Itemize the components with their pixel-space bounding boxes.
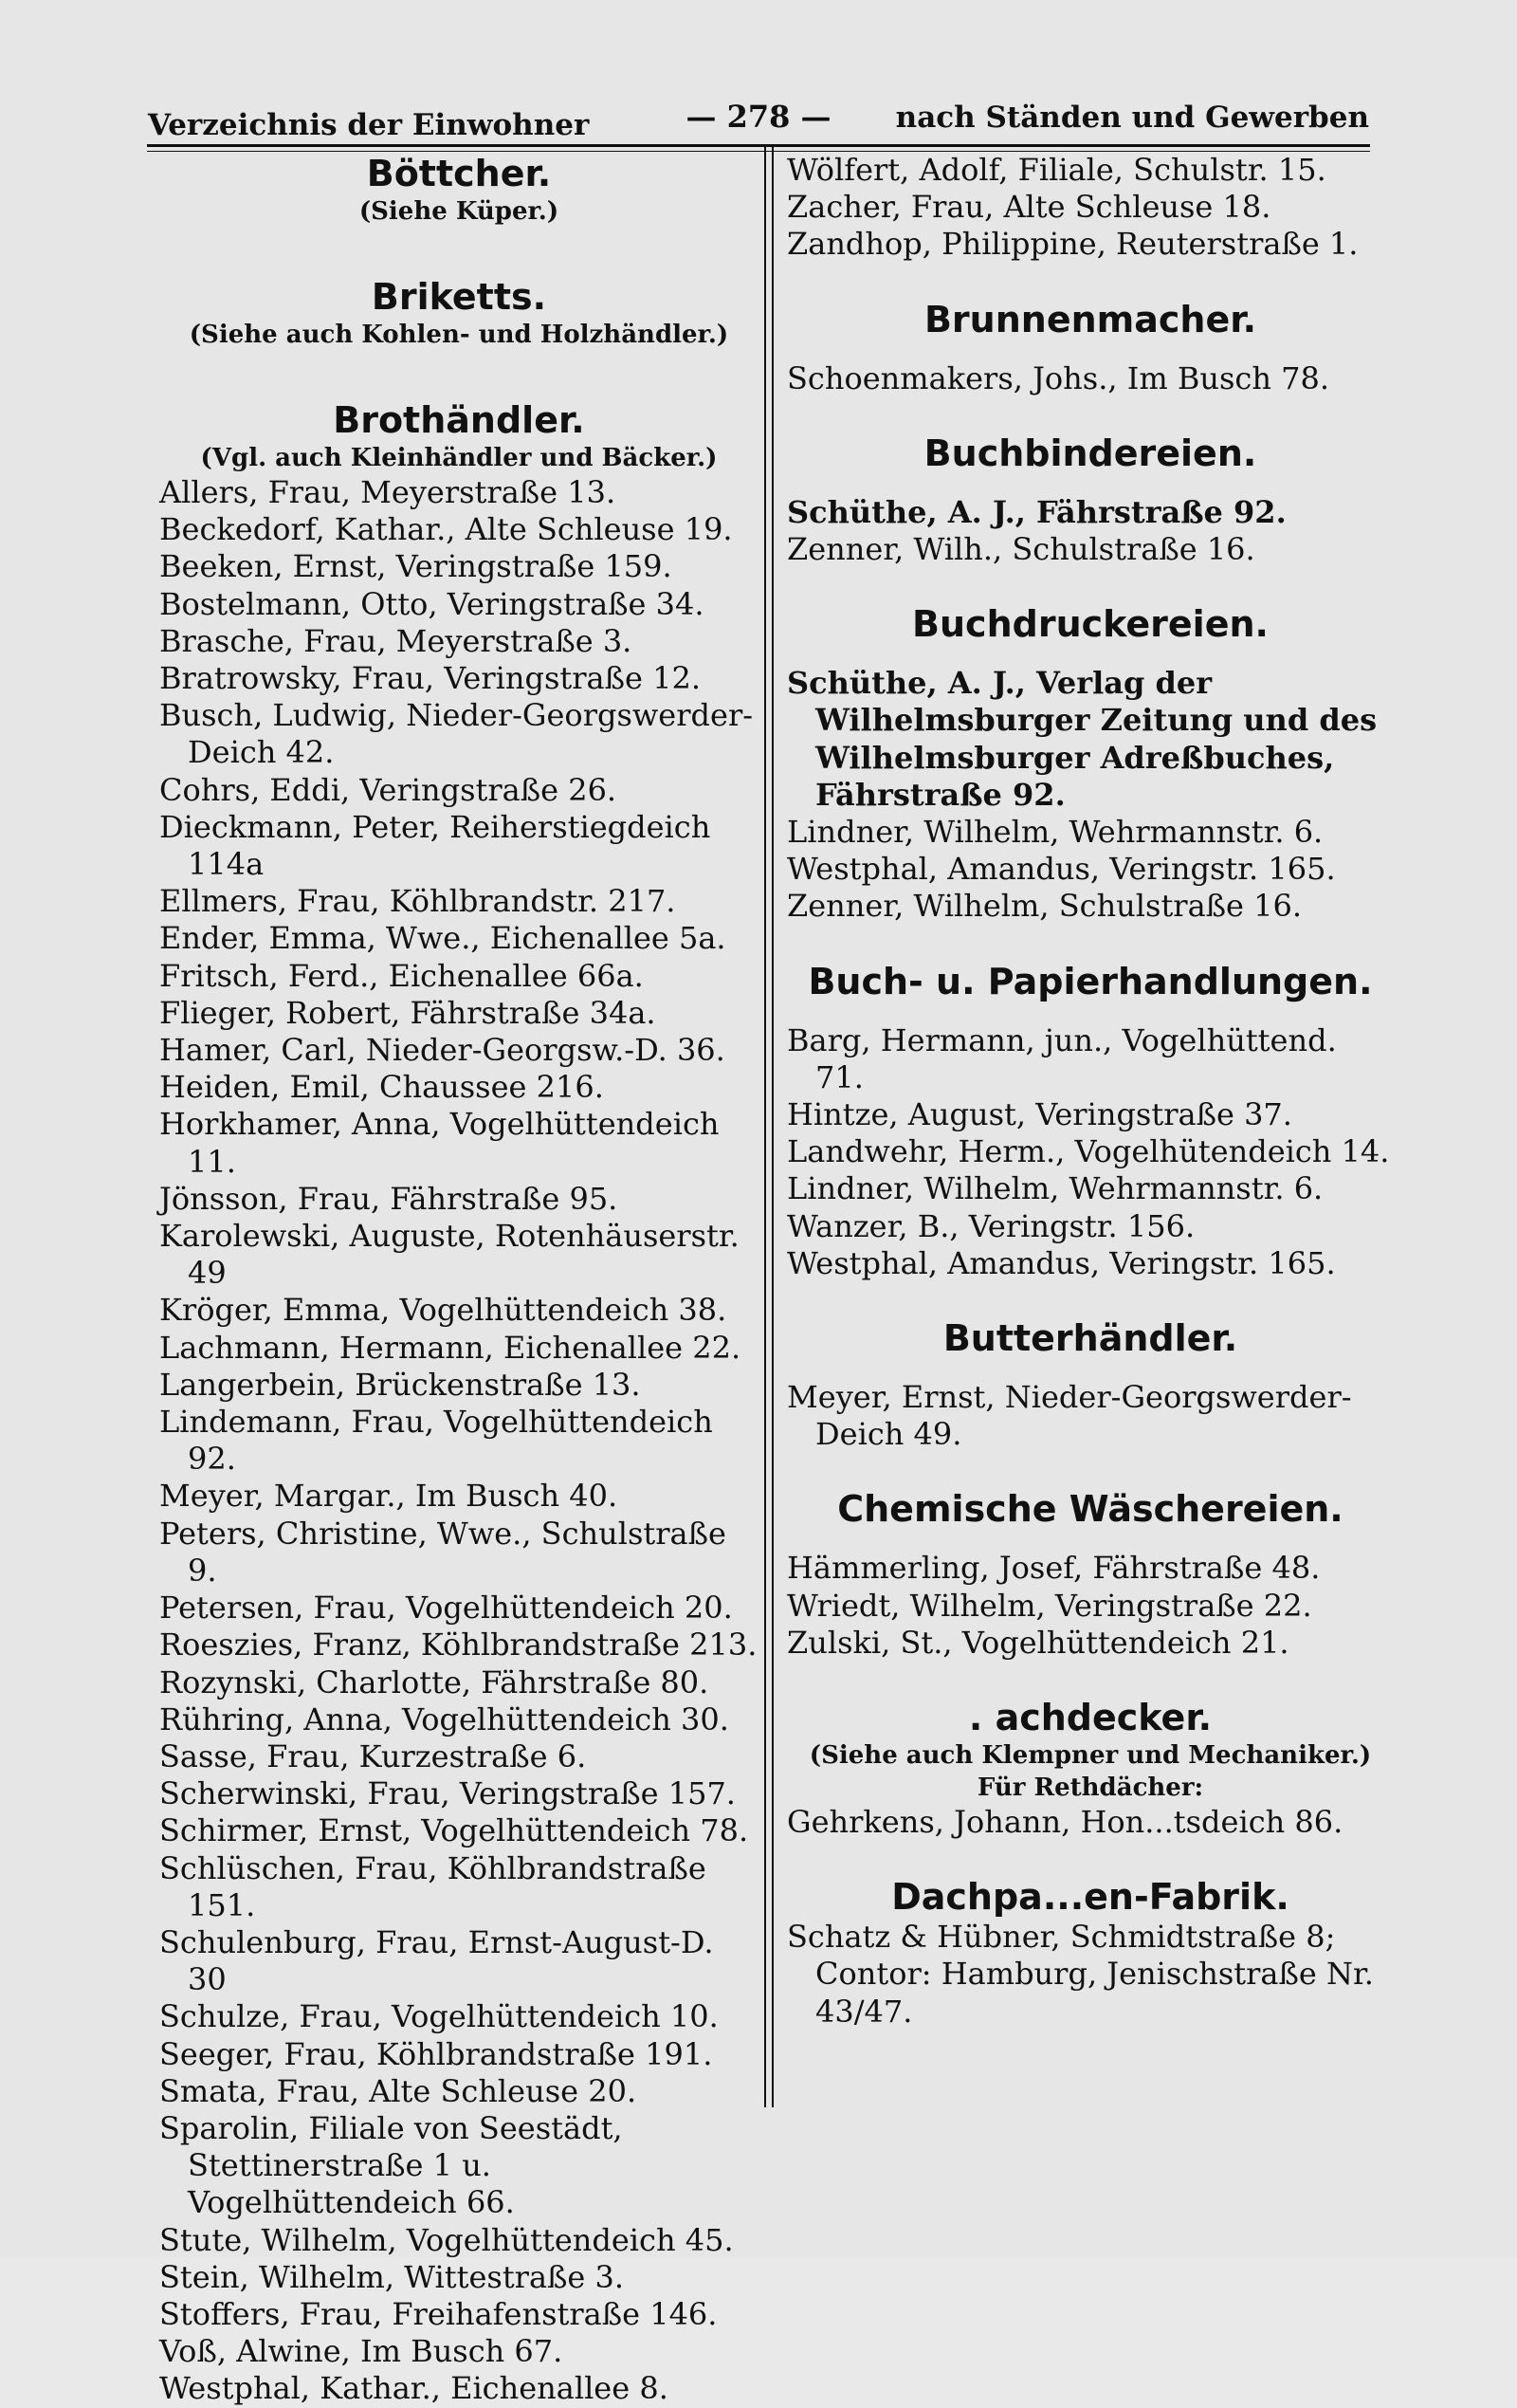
list-item: Schulze, Frau, Vogelhüttendeich 10. bbox=[159, 1998, 719, 2035]
list-item: Busch, Ludwig, Nieder-Georgswerder-Deich 42. bbox=[159, 697, 754, 771]
list-item: Stute, Wilhelm, Vogelhüttendeich 45. bbox=[159, 2221, 734, 2258]
list-item: Hintze, August, Veringstraße 37. bbox=[787, 1096, 1292, 1133]
section-title-brunnenmacher: Brunnenmacher. bbox=[923, 298, 1257, 340]
list-item: Lindemann, Frau, Vogelhüttendeich 92. bbox=[159, 1404, 713, 1478]
list-item: Zandhop, Philippine, Reuterstraße 1. bbox=[787, 226, 1359, 263]
list-item: Brasche, Frau, Meyerstraße 3. bbox=[159, 622, 632, 659]
list-item: Lindner, Wilhelm, Wehrmannstr. 6. bbox=[787, 814, 1324, 851]
section-title-dachpappen: Dachpa...en-Fabrik. bbox=[891, 1876, 1289, 1919]
list-item: Rühring, Anna, Vogelhüttendeich 30. bbox=[159, 1700, 729, 1737]
list-item: Hamer, Carl, Nieder-Georgsw.-D. 36. bbox=[159, 1032, 725, 1069]
list-item: Lindner, Wilhelm, Wehrmannstr. 6. bbox=[787, 1170, 1324, 1207]
list-item: Rozynski, Charlotte, Fährstraße 80. bbox=[159, 1664, 709, 1700]
section-title-dachdecker: . achdecker. bbox=[968, 1697, 1213, 1739]
list-item: Zenner, Wilhelm, Schulstraße 16. bbox=[787, 888, 1303, 925]
list-item: Seeger, Frau, Köhlbrandstraße 191. bbox=[159, 2035, 713, 2072]
list-item: Stoffers, Frau, Freihafenstraße 146. bbox=[159, 2295, 718, 2332]
list-item: Jönsson, Frau, Fährstraße 95. bbox=[159, 1180, 618, 1217]
list-item: Schirmer, Ernst, Vogelhüttendeich 78. bbox=[159, 1812, 749, 1849]
list-item: Allers, Frau, Meyerstraße 13. bbox=[159, 474, 616, 510]
list-item: Voß, Alwine, Im Busch 67. bbox=[159, 2333, 563, 2370]
list-item: Smata, Frau, Alte Schleuse 20. bbox=[159, 2072, 637, 2109]
section-title-brothaendler: Brothändler. bbox=[333, 399, 585, 441]
section-subnote-dachdecker: Für Rethdächer: bbox=[977, 1774, 1204, 1803]
section-note-dachdecker: (Siehe auch Klempner und Mechaniker.) bbox=[809, 1741, 1372, 1771]
list-item: Schoenmakers, Johs., Im Busch 78. bbox=[787, 359, 1330, 396]
list-item: Meyer, Ernst, Nieder-Georgswerder-Deich 49. bbox=[787, 1379, 1352, 1453]
list-item: Schatz & Hübner, Schmidtstraße 8; Contor: Hamburg, Jenischstraße Nr. 43/47. bbox=[787, 1919, 1374, 2030]
list-item: Roeszies, Franz, Köhlbrandstraße 213. bbox=[159, 1627, 758, 1664]
list-item: Bostelmann, Otto, Veringstraße 34. bbox=[159, 585, 704, 622]
section-title-boettcher: Böttcher. bbox=[366, 153, 552, 194]
entry-list-continued bbox=[787, 152, 1394, 264]
list-item: Wriedt, Wilhelm, Veringstraße 22. bbox=[787, 1587, 1312, 1624]
section-title-briketts: Briketts. bbox=[371, 276, 547, 318]
section-title-buchdruckereien: Buchdruckereien. bbox=[912, 603, 1269, 646]
list-item: Schüthe, A. J., Verlag der Wilhelmsburger Zeitung und des Wilhelmsburger Adreßbuches, Fährstraße 92. bbox=[787, 665, 1378, 813]
section-title-buch-papier: Buch- u. Papierhandlungen. bbox=[808, 960, 1373, 1002]
list-item: Beckedorf, Kathar., Alte Schleuse 19. bbox=[159, 511, 733, 548]
list-item: Zulski, St., Vogelhüttendeich 21. bbox=[787, 1624, 1289, 1661]
section-note-brothaendler: (Vgl. auch Kleinhändler und Bäcker.) bbox=[200, 444, 718, 472]
list-item: Heiden, Emil, Chaussee 216. bbox=[159, 1069, 604, 1106]
list-item: Zacher, Frau, Alte Schleuse 18. bbox=[787, 189, 1271, 226]
list-item: Gehrkens, Johann, Hon...tsdeich 86. bbox=[787, 1804, 1343, 1841]
entry-list-brothaendler bbox=[159, 474, 758, 2408]
section-title-chemische: Chemische Wäschereien. bbox=[837, 1488, 1343, 1531]
list-item: Peters, Christine, Wwe., Schulstraße 9. bbox=[159, 1515, 726, 1589]
header-right: nach Ständen und Gewerben bbox=[895, 101, 1369, 135]
list-item: Westphal, Kathar., Eichenallee 8. bbox=[159, 2370, 668, 2407]
list-item: Sasse, Frau, Kurzestraße 6. bbox=[159, 1737, 587, 1774]
list-item: Flieger, Robert, Fährstraße 34a. bbox=[159, 994, 656, 1031]
list-item: Scherwinski, Frau, Veringstraße 157. bbox=[159, 1775, 736, 1812]
list-item: Schüthe, A. J., Fährstraße 92. bbox=[787, 493, 1287, 530]
list-item: Lachmann, Hermann, Eichenallee 22. bbox=[159, 1329, 741, 1366]
list-item: Sparolin, Filiale von Seestädt, Stettinerstraße 1 u. Vogelhüttendeich 66. bbox=[159, 2109, 623, 2221]
list-item: Barg, Hermann, jun., Vogelhüttend. 71. bbox=[787, 1021, 1337, 1095]
section-title-buchbindereien: Buchbindereien. bbox=[923, 432, 1257, 474]
list-item: Ender, Emma, Wwe., Eichenallee 5a. bbox=[159, 920, 726, 957]
list-item: Beeken, Ernst, Veringstraße 159. bbox=[159, 548, 672, 585]
list-item: Stein, Wilhelm, Wittestraße 3. bbox=[159, 2258, 625, 2295]
list-item: Westphal, Amandus, Veringstr. 165. bbox=[787, 851, 1336, 888]
section-note-boettcher: (Siehe Küper.) bbox=[358, 197, 559, 226]
page-number: — 278 — bbox=[685, 99, 832, 135]
list-item: Ellmers, Frau, Köhlbrandstr. 217. bbox=[159, 883, 676, 920]
list-item: Meyer, Margar., Im Busch 40. bbox=[159, 1478, 618, 1515]
list-item: Westphal, Amandus, Veringstr. 165. bbox=[787, 1244, 1336, 1281]
list-item: Wanzer, B., Veringstr. 156. bbox=[787, 1207, 1196, 1244]
list-item: Petersen, Frau, Vogelhüttendeich 20. bbox=[159, 1590, 733, 1627]
section-title-butterhaendler: Butterhändler. bbox=[942, 1317, 1238, 1360]
list-item: Bratrowsky, Frau, Veringstraße 12. bbox=[159, 660, 701, 697]
list-item: Langerbein, Brückenstraße 13. bbox=[159, 1366, 641, 1403]
list-item: Schulenburg, Frau, Ernst-August-D. 30 bbox=[159, 1923, 714, 1998]
list-item: Fritsch, Ferd., Eichenallee 66a. bbox=[159, 957, 644, 994]
list-item: Schlüschen, Frau, Köhlbrandstraße 151. bbox=[159, 1849, 706, 1923]
right-column bbox=[787, 152, 1394, 2031]
list-item: Kröger, Emma, Vogelhüttendeich 38. bbox=[159, 1292, 727, 1329]
list-item: Landwehr, Herm., Vogelhütendeich 14. bbox=[787, 1133, 1390, 1170]
list-item: Horkhamer, Anna, Vogelhüttendeich 11. bbox=[159, 1106, 720, 1180]
section-note-briketts: (Siehe auch Kohlen- und Holzhändler.) bbox=[189, 321, 729, 349]
header-rule bbox=[147, 144, 1370, 152]
list-item: Hämmerling, Josef, Fährstraße 48. bbox=[787, 1550, 1321, 1587]
list-item: Karolewski, Auguste, Rotenhäuserstr. 49 bbox=[159, 1218, 740, 1292]
list-item: Dieckmann, Peter, Reiherstiegdeich 114a bbox=[159, 808, 711, 883]
list-item: Cohrs, Eddi, Veringstraße 26. bbox=[159, 771, 617, 808]
header-left: Verzeichnis der Einwohner bbox=[148, 108, 590, 142]
left-column bbox=[159, 152, 758, 2408]
page-header bbox=[142, 99, 1375, 142]
list-item: Wölfert, Adolf, Filiale, Schulstr. 15. bbox=[787, 152, 1326, 188]
list-item: Zenner, Wilh., Schulstraße 16. bbox=[787, 531, 1255, 568]
column-divider bbox=[764, 144, 774, 2107]
